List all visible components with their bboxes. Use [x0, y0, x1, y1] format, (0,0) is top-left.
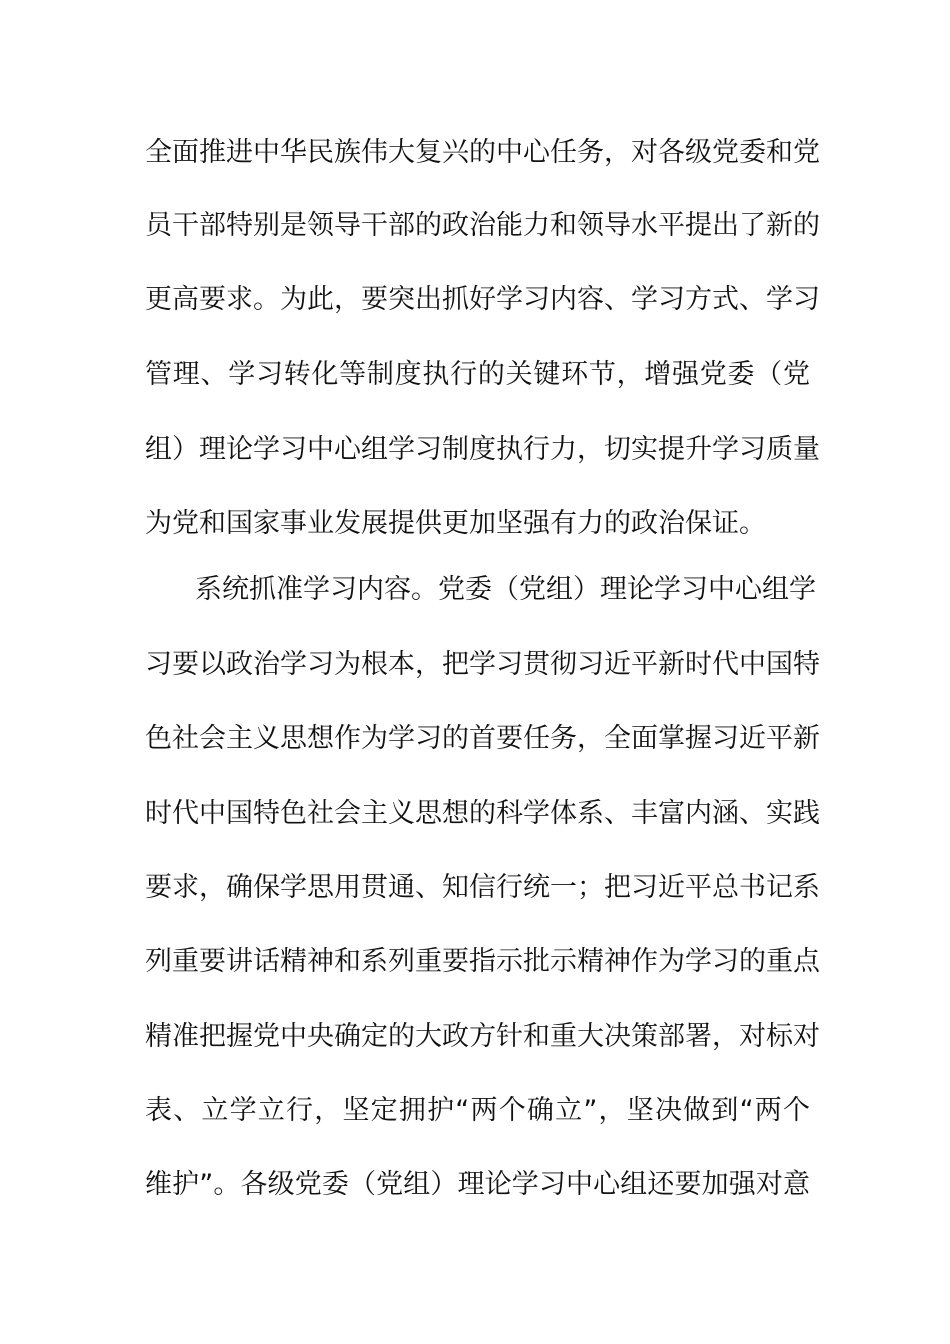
text-line: 色社会主义思想作为学习的首要任务，全面掌握习近平新: [145, 723, 820, 754]
text-line: 表、立学立行，坚定拥护“两个确立”，坚决做到“两个: [145, 1095, 810, 1126]
text-line: 维护”。各级党委（党组）理论学习中心组还要加强对意: [145, 1169, 810, 1200]
text-line: 精准把握党中央确定的大政方针和重大决策部署，对标对: [145, 1021, 820, 1052]
text-line: 为党和国家事业发展提供更加坚强有力的政治保证。: [145, 508, 766, 539]
text-line: 更高要求。为此，要突出抓好学习内容、学习方式、学习: [145, 284, 820, 315]
text-line: 习要以政治学习为根本，把学习贯彻习近平新时代中国特: [145, 649, 820, 680]
text-line: 管理、学习转化等制度执行的关键环节，增强党委（党: [145, 359, 810, 390]
text-line: 组）理论学习中心组学习制度执行力，切实提升学习质量: [145, 434, 820, 465]
text-line: 全面推进中华民族伟大复兴的中心任务，对各级党委和党: [145, 137, 820, 168]
text-line: 员干部特别是领导干部的政治能力和领导水平提出了新的: [145, 210, 820, 241]
text-line: 列重要讲话精神和系列重要指示批示精神作为学习的重点: [145, 946, 820, 977]
text-line: 时代中国特色社会主义思想的科学体系、丰富内涵、实践: [145, 798, 820, 829]
paragraph-first-line: 系统抓准学习内容。党委（党组）理论学习中心组学: [195, 574, 816, 605]
text-line: 要求，确保学思用贯通、知信行统一；把习近平总书记系: [145, 872, 820, 903]
